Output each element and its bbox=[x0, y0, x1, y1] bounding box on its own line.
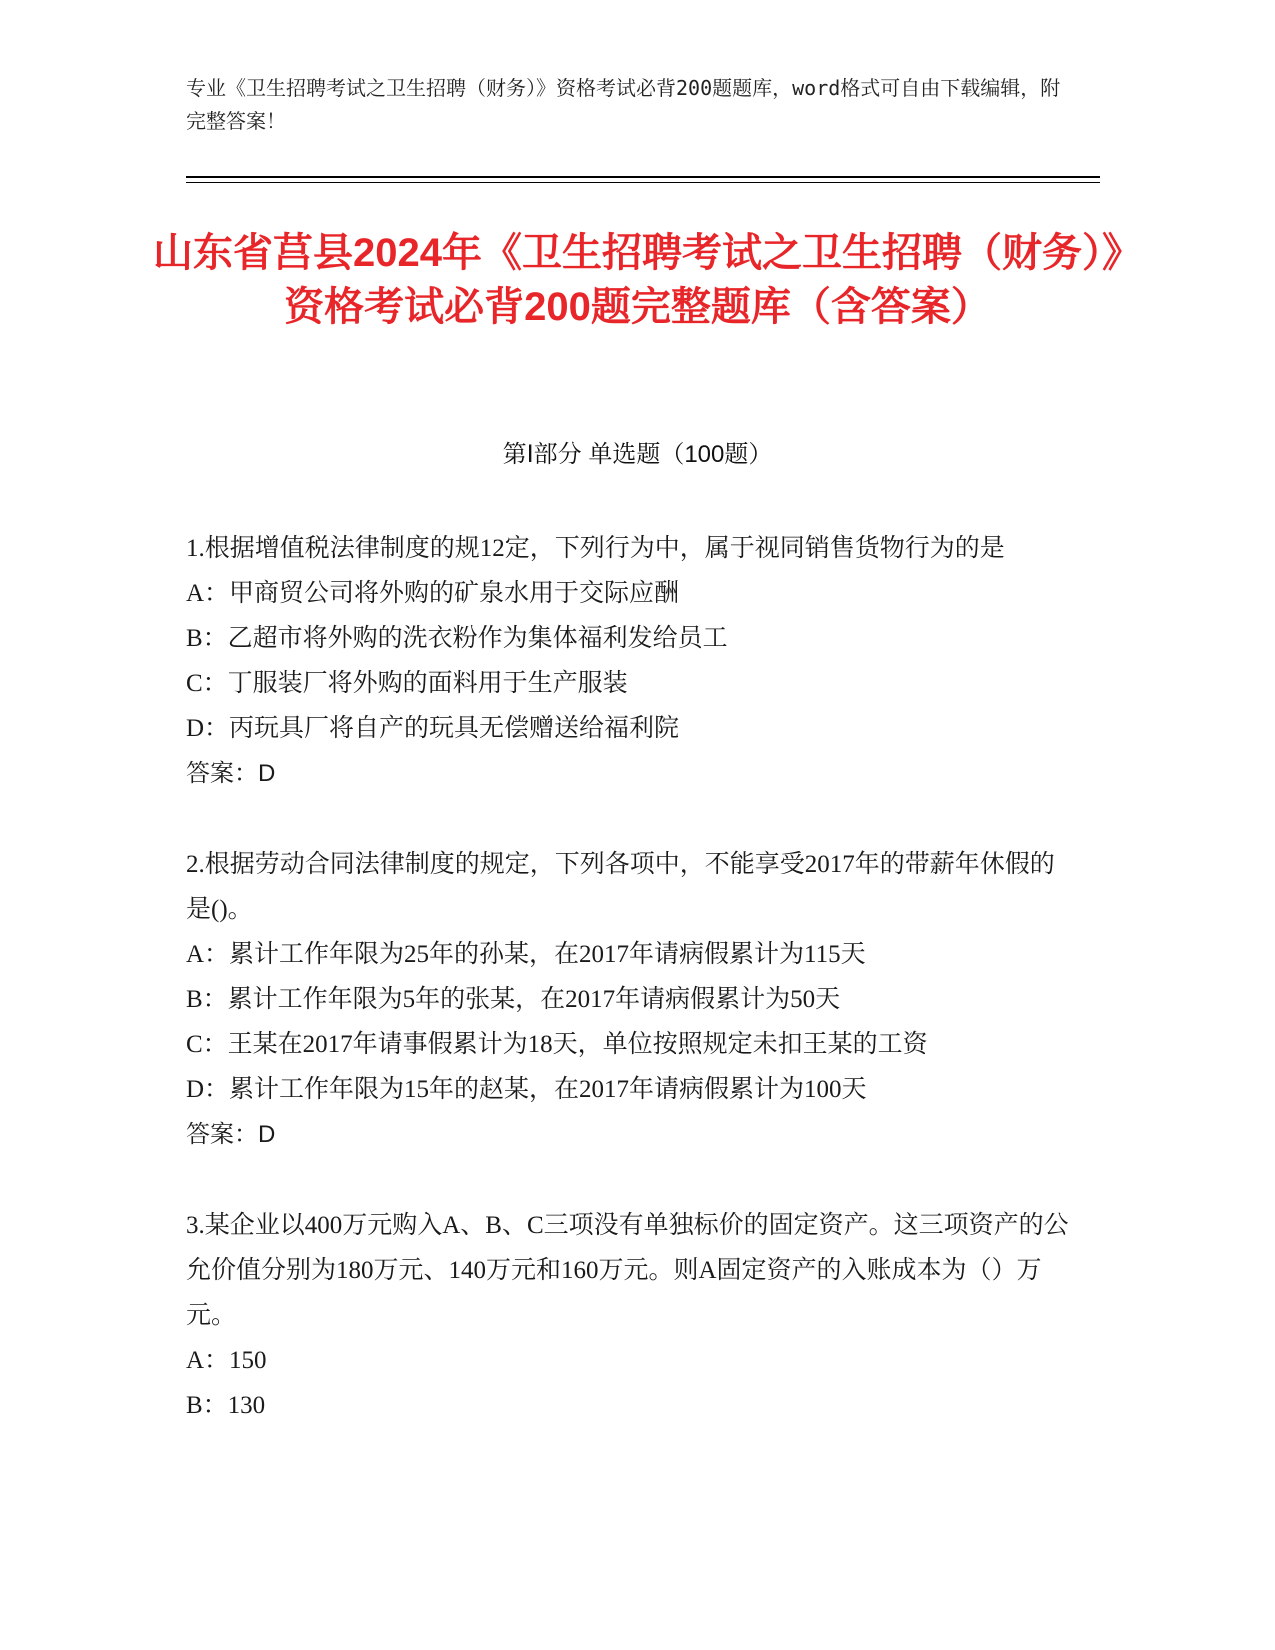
section-heading: 第Ⅰ部分 单选题（100题） bbox=[502, 441, 773, 468]
answer-line: 答案：D bbox=[186, 760, 276, 787]
question-item bbox=[186, 842, 1076, 1157]
header-note: 专业《卫生招聘考试之卫生招聘（财务）》资格考试必背200题题库，word格式可自由下载编辑，附完整答案！ bbox=[186, 76, 1061, 133]
question-item bbox=[186, 526, 1076, 796]
answer-line: 答案：D bbox=[186, 1121, 276, 1148]
header-divider bbox=[186, 176, 1100, 178]
option-a: A：甲商贸公司将外购的矿泉水用于交际应酬 bbox=[186, 580, 680, 607]
question-stem: 1.根据增值税法律制度的规12定，下列行为中，属于视同销售货物行为的是 bbox=[186, 535, 1005, 562]
option-c: C：王某在2017年请事假累计为18天，单位按照规定未扣王某的工资 bbox=[186, 1031, 928, 1058]
question-item bbox=[186, 1203, 1076, 1428]
option-d: D：累计工作年限为15年的赵某，在2017年请病假累计为100天 bbox=[186, 1076, 867, 1103]
option-a: A：累计工作年限为25年的孙某，在2017年请病假累计为115天 bbox=[186, 941, 866, 968]
question-stem: 2.根据劳动合同法律制度的规定，下列各项中，不能享受2017年的带薪年休假的是()。 bbox=[186, 851, 1055, 923]
header-divider-thin bbox=[186, 182, 1100, 183]
question-list bbox=[186, 526, 1076, 1474]
option-b: B：乙超市将外购的洗衣粉作为集体福利发给员工 bbox=[186, 625, 728, 652]
option-b: B：130 bbox=[186, 1392, 266, 1419]
question-stem: 3.某企业以400万元购入A、B、C三项没有单独标价的固定资产。这三项资产的公允价值分别为180万元、140万元和160万元。则A固定资产的入账成本为（）万元。 bbox=[186, 1212, 1069, 1329]
document-title: 山东省莒县2024年《卫生招聘考试之卫生招聘（财务）》资格考试必背200题完整题库（含答案） bbox=[153, 231, 1122, 329]
option-d: D：丙玩具厂将自产的玩具无偿赠送给福利院 bbox=[186, 715, 680, 742]
option-b: B：累计工作年限为5年的张某，在2017年请病假累计为50天 bbox=[186, 986, 841, 1013]
option-c: C：丁服装厂将外购的面料用于生产服装 bbox=[186, 670, 628, 697]
option-a: A：150 bbox=[186, 1347, 267, 1374]
